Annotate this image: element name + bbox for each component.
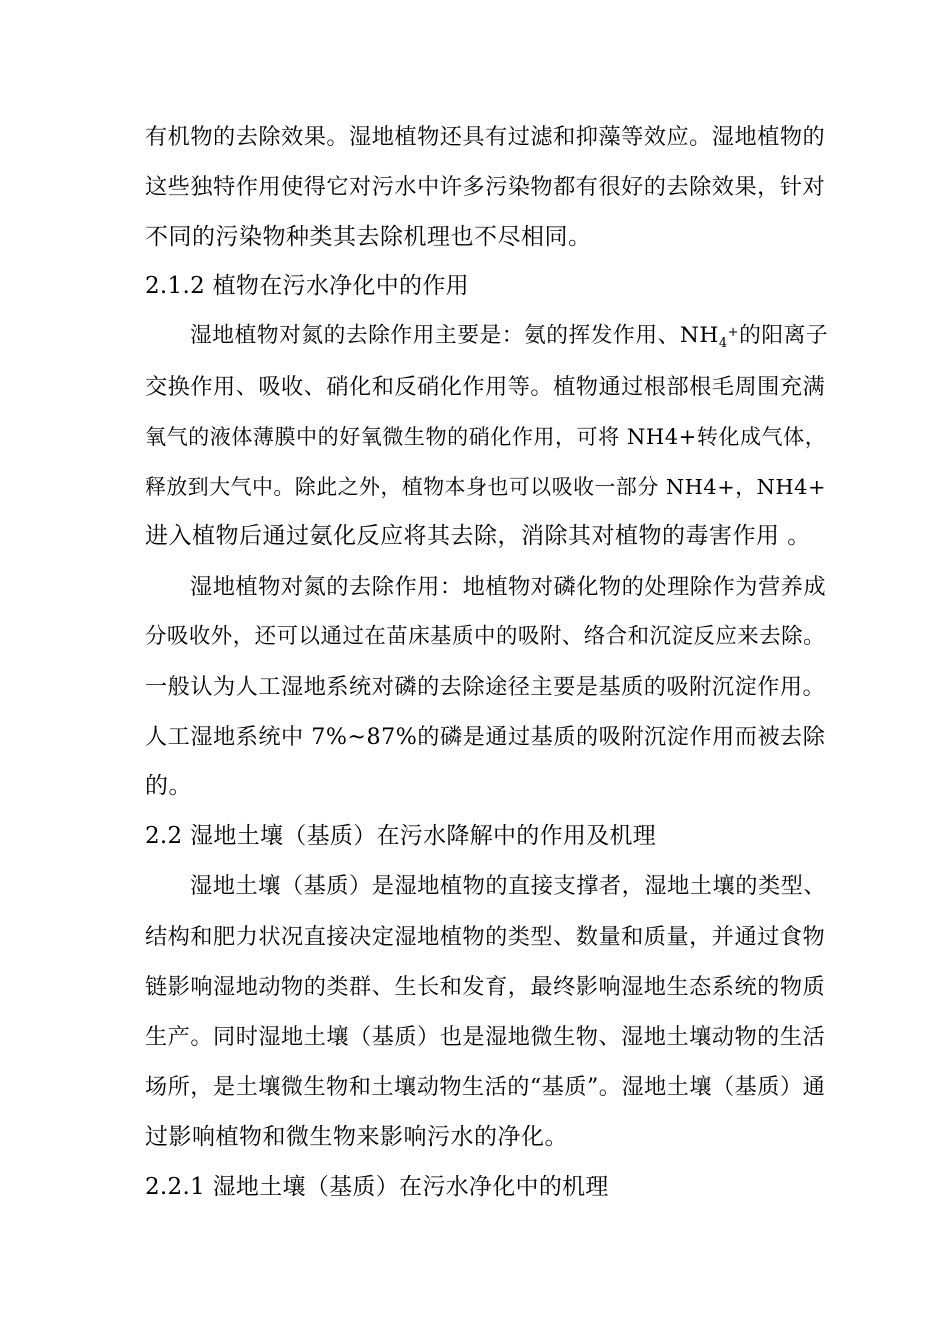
- paragraph-line: 湿地植物对氮的去除作用：地植物对磷化物的处理除作为营养成: [190, 574, 827, 600]
- section-heading-2-1-2: 2.1.2 植物在污水净化中的作用: [145, 273, 469, 299]
- paragraph-line: 一般认为人工湿地系统对磷的去除途径主要是基质的吸附沉淀作用。: [145, 674, 826, 700]
- superscript: +: [727, 325, 740, 340]
- subscript: 4: [718, 336, 728, 351]
- paragraph-line: 链影响湿地动物的类群、生长和发育，最终影响湿地生态系统的物质: [145, 974, 826, 1000]
- paragraph-line: 生产。同时湿地土壤（基质）也是湿地微生物、湿地土壤动物的生活: [145, 1024, 826, 1050]
- paragraph-line: 的。: [145, 773, 192, 799]
- paragraph-line: [190, 321, 829, 351]
- text-segment: 的阳离子: [739, 323, 829, 348]
- text-segment: 湿地植物对氮的去除作用主要是：氨的挥发作用、NH: [190, 323, 719, 348]
- paragraph-line: 湿地土壤（基质）是湿地植物的直接支撑者，湿地土壤的类型、: [190, 873, 827, 899]
- paragraph-line: 人工湿地系统中 7%~87%的磷是通过基质的吸附沉淀作用而被去除: [145, 724, 826, 750]
- paragraph-line: 不同的污染物种类其去除机理也不尽相同。: [145, 224, 592, 250]
- paragraph-line: 这些独特作用使得它对污水中许多污染物都有很好的去除效果，针对: [145, 174, 826, 200]
- paragraph-line: 场所，是土壤微生物和土壤动物生活的“基质”。湿地土壤（基质）通: [145, 1074, 826, 1100]
- paragraph-line: 过影响植物和微生物来影响污水的净化。: [145, 1124, 568, 1150]
- paragraph-line: 结构和肥力状况直接决定湿地植物的类型、数量和质量，并通过食物: [145, 924, 826, 950]
- section-heading-2-2-1: 2.2.1 湿地土壤（基质）在污水净化中的机理: [145, 1174, 609, 1200]
- section-heading-2-2: 2.2 湿地土壤（基质）在污水降解中的作用及机理: [145, 823, 657, 849]
- paragraph-line: 进入植物后通过氨化反应将其去除，消除其对植物的毒害作用 。: [145, 523, 811, 549]
- paragraph-line: 有机物的去除效果。湿地植物还具有过滤和抑藻等效应。湿地植物的: [145, 124, 826, 150]
- paragraph-line: 交换作用、吸收、硝化和反硝化作用等。植物通过根部根毛周围充满: [145, 374, 826, 400]
- paragraph-line: 释放到大气中。除此之外，植物本身也可以吸收一部分 NH4+，NH4+: [145, 475, 826, 499]
- paragraph-line: 分吸收外，还可以通过在苗床基质中的吸附、络合和沉淀反应来去除。: [145, 624, 826, 649]
- paragraph-line: 氧气的液体薄膜中的好氧微生物的硝化作用，可将 NH4+转化成气体，: [145, 424, 827, 449]
